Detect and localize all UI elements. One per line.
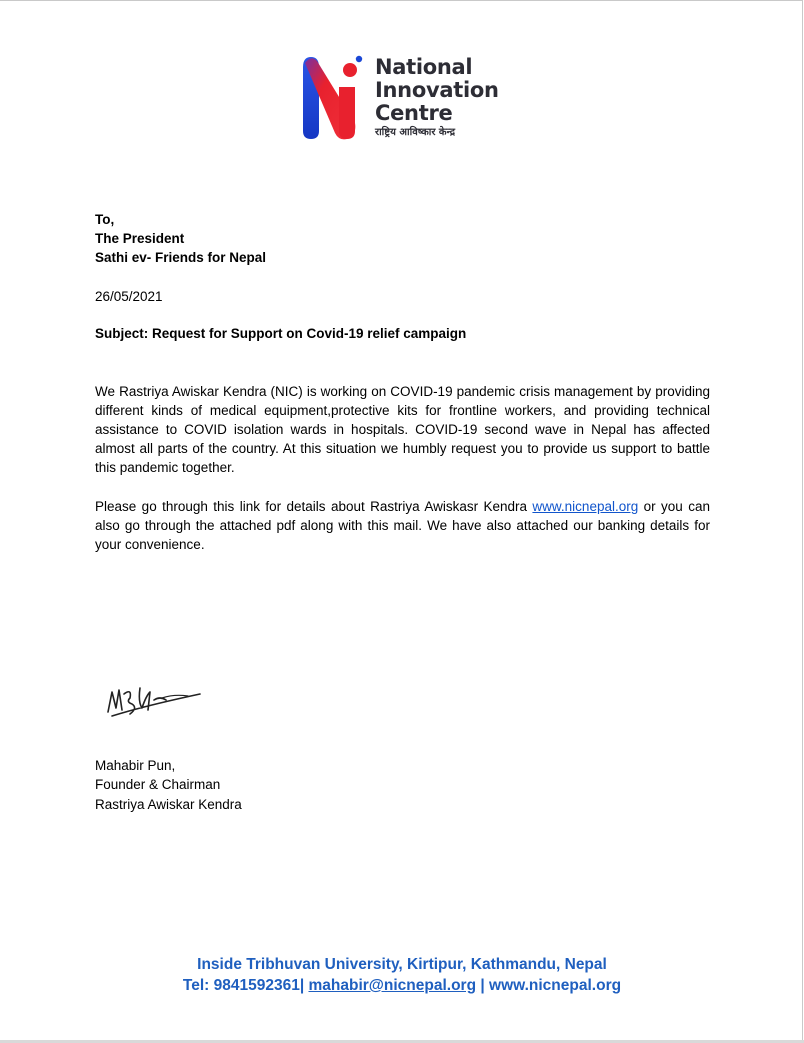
body-paragraph-2 <box>95 497 710 554</box>
letter-date: 26/05/2021 <box>95 289 163 304</box>
signatory-organization: Rastriya Awiskar Kendra <box>95 797 242 812</box>
logo-word-national: National <box>375 55 473 79</box>
recipient-title: The President <box>95 231 185 246</box>
body-paragraph-1: We Rastriya Awiskar Kendra (NIC) is working on COVID-19 pandemic crisis management by providing different kinds of medical equipment,protective kits for frontline workers, and providing technical assistance to COVID isolation wards in hospitals. COVID-19 second wave in Nepal has affected almost all parts of the country. At this situation we humbly request you to provide us support to battle this pandemic together. <box>95 384 710 475</box>
footer-email-link[interactable]: mahabir@nicnepal.org <box>308 977 477 994</box>
footer-address: Inside Tribhuvan University, Kirtipur, Kathmandu, Nepal <box>197 956 607 973</box>
nic-logo-mark-icon <box>301 53 365 145</box>
body-paragraph-2-text-start: Please go through this link for details about Rastriya Awiskasr Kendra <box>95 499 533 514</box>
letter-subject: Subject: Request for Support on Covid-19 relief campaign <box>95 326 467 341</box>
body-paragraph-2-text-end: or you can also go through the attached pdf along with this mail. We have also attached our banking details for your convenience. <box>95 499 710 552</box>
nic-logo <box>301 53 511 145</box>
logo-word-centre: Centre <box>375 101 453 125</box>
signatory-name: Mahabir Pun, <box>95 758 176 773</box>
footer-contact <box>0 975 804 996</box>
signatory-role: Founder & Chairman <box>95 777 221 792</box>
recipient-to: To, <box>95 212 115 227</box>
handwritten-signature <box>104 678 204 728</box>
recipient-organization: Sathi ev- Friends for Nepal <box>95 250 267 265</box>
footer-phone: Tel: 9841592361| <box>182 977 309 994</box>
website-link[interactable]: www.nicnepal.org <box>532 499 639 514</box>
footer-website: | www.nicnepal.org <box>476 977 622 994</box>
logo-nepali-subtitle: राष्ट्रिय आविष्कार केन्द्र <box>375 127 456 138</box>
logo-word-innovation: Innovation <box>375 78 499 102</box>
